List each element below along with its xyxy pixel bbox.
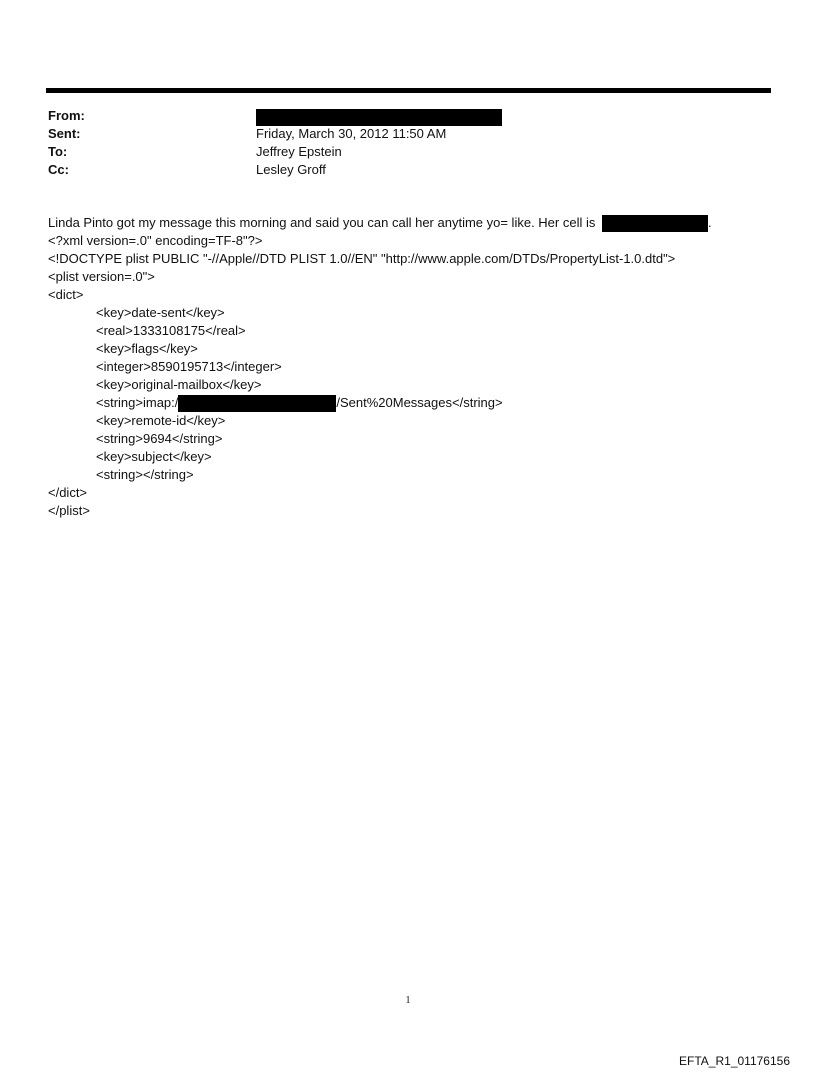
key-date-sent: <key>date-sent</key> [96, 305, 225, 320]
from-label: From: [48, 108, 85, 123]
to-value: Jeffrey Epstein [256, 144, 342, 159]
email-body [48, 214, 788, 520]
message-text-end: . [707, 215, 712, 230]
doctype-line: <!DOCTYPE plist PUBLIC "-//Apple//DTD PLIST 1.0//EN" "http://www.apple.com/DTDs/PropertyList-1.0.dtd"> [48, 251, 676, 266]
plist-close: </plist> [48, 503, 90, 518]
cc-label: Cc: [48, 162, 69, 177]
redaction-box-from [256, 109, 502, 126]
from-row [48, 107, 748, 125]
to-label: To: [48, 144, 68, 159]
email-header [48, 107, 748, 179]
key-remote-id: <key>remote-id</key> [96, 413, 226, 428]
imap-suffix: /Sent%20Messages</string> [336, 395, 503, 410]
document-id: EFTA_R1_01176156 [679, 1054, 790, 1068]
header-divider-rule [46, 88, 771, 93]
dict-close: </dict> [48, 485, 88, 500]
xml-declaration: <?xml version=.0" encoding=TF-8"?> [48, 233, 263, 248]
sent-value: Friday, March 30, 2012 11:50 AM [256, 126, 447, 141]
key-subject: <key>subject</key> [96, 449, 212, 464]
redaction-box-imap [178, 395, 336, 412]
integer-value: <integer>8590195713</integer> [96, 359, 282, 374]
real-value: <real>1333108175</real> [96, 323, 246, 338]
plist-open: <plist version=.0"> [48, 269, 155, 284]
cc-row [48, 161, 748, 179]
from-value [256, 107, 502, 126]
message-text: Linda Pinto got my message this morning and said you can call her anytime yo= like. Her cell is [48, 215, 599, 230]
imap-string-line [48, 394, 788, 412]
imap-prefix: <string>imap:/ [96, 395, 179, 410]
subject-value: <string></string> [96, 467, 194, 482]
cc-value: Lesley Groff [256, 162, 326, 177]
remote-id-value: <string>9694</string> [96, 431, 223, 446]
key-flags: <key>flags</key> [96, 341, 198, 356]
page-number: 1 [405, 995, 411, 1006]
redaction-box-cell [602, 215, 708, 232]
dict-open: <dict> [48, 287, 84, 302]
to-row [48, 143, 748, 161]
sent-label: Sent: [48, 126, 81, 141]
sent-row [48, 125, 748, 143]
message-line [48, 214, 788, 232]
key-original-mailbox: <key>original-mailbox</key> [96, 377, 262, 392]
